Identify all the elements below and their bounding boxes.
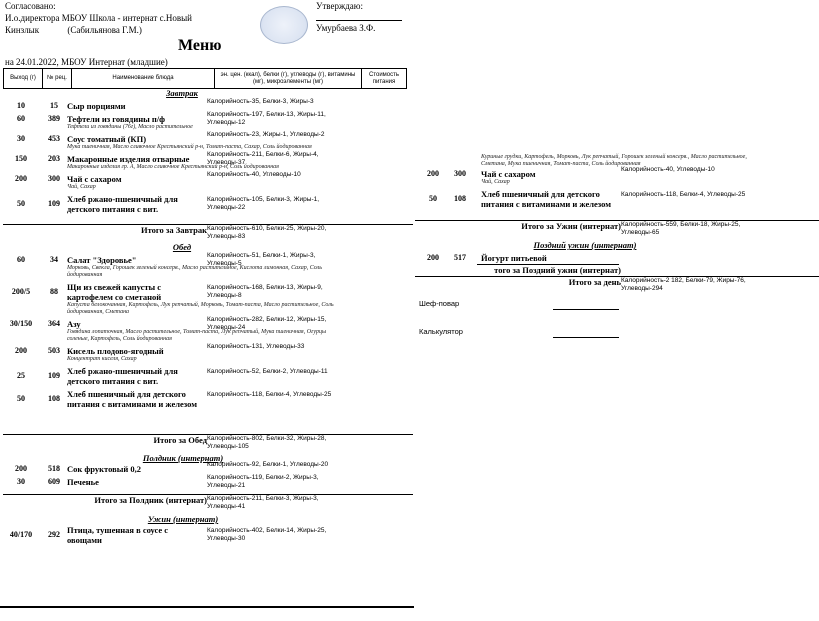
approver-place: Кинзлык: [5, 25, 40, 35]
dish-output: 60: [17, 255, 25, 264]
total-label: Итого за Завтрак: [140, 225, 207, 235]
dish-nutrition: Калорийность-51, Белки-1, Жиры-3, Углеводы-5: [207, 252, 316, 267]
recipe-number: 300: [48, 174, 60, 183]
recipe-number: 364: [48, 319, 60, 328]
dish-nutrition: Калорийность-168, Белки-13, Жиры-9, Углеводы-8: [207, 284, 323, 299]
dish-name: Тефтели из говядины п/ф: [67, 114, 166, 124]
approver-name: (Сабильянова Г.М.): [67, 25, 142, 35]
total-nutrition: Калорийность-610, Белки-25, Жиры-20, Углеводы-83: [207, 225, 327, 240]
approval-label: Согласовано:: [5, 1, 56, 11]
recipe-number: 108: [48, 394, 60, 403]
dish-composition: Чай, Сахар: [67, 184, 96, 190]
dish-output: 10: [17, 101, 25, 110]
section-dinner: Ужин (интернат): [147, 514, 219, 524]
dish-composition: Тефтели из говядины (76г), Масло растительное: [67, 124, 193, 130]
dish-output: 200: [427, 253, 439, 262]
section-lunch: Обед: [172, 242, 192, 252]
total-label: Итого за Обед: [153, 435, 207, 445]
right-column: [415, 0, 819, 621]
recipe-number: 453: [48, 134, 60, 143]
dish-name: Хлеб ржано-пшеничный для детского питания с вит.: [67, 194, 178, 214]
recipe-number: 88: [50, 287, 58, 296]
dish-output: 200: [15, 174, 27, 183]
page-title: Меню: [178, 37, 222, 54]
dish-composition: Говядина лопаточная, Масло растительное, Томат-паста, Лук репчатый, Мука пшеничная, Огурцы соленые, Картофель, Соль йодированная: [67, 329, 327, 342]
confirm-label: Утверждаю:: [316, 1, 364, 11]
recipe-number: 517: [454, 253, 466, 262]
dish-name: Щи из свежей капусты с картофелем со сметаной: [67, 282, 162, 302]
recipe-number: 108: [454, 194, 466, 203]
chef-label: Шеф-повар: [419, 299, 460, 308]
dish-nutrition: Калорийность-197, Белки-13, Жиры-11, Углеводы-12: [207, 111, 326, 126]
dish-nutrition: Калорийность-23, Жиры-1, Углеводы-2: [207, 131, 325, 138]
dish-name: Чай с сахаром: [67, 174, 122, 184]
dish-nutrition: Калорийность-402, Белки-14, Жиры-25, Углеводы-30: [207, 527, 327, 542]
recipe-number: 34: [50, 255, 58, 264]
dish-output: 200: [15, 464, 27, 473]
section-late: Поздний ужин (интернат): [533, 240, 637, 250]
dish-name: Сыр порциями: [67, 101, 126, 111]
dish-output: 30: [17, 477, 25, 486]
dish-nutrition: Калорийность-52, Белки-2, Углеводы-11: [207, 368, 328, 375]
calculator-label: Калькулятор: [419, 327, 463, 336]
section-snack: Полдник (интернат): [142, 453, 224, 463]
dish-composition: Морковь, Свекла, Горошек зеленый консерв., Масло растительное, Кислота лимонная, Сахар, Соль йодированная: [67, 265, 322, 278]
dish-output: 40/170: [9, 530, 33, 539]
recipe-number: 609: [48, 477, 60, 486]
bottom-rule: [0, 606, 414, 608]
recipe-number: 300: [454, 169, 466, 178]
dish-nutrition: Калорийность-119, Белки-2, Жиры-3, Углеводы-21: [207, 474, 319, 489]
dish-output: 50: [17, 199, 25, 208]
dish-nutrition: Калорийность-105, Белки-3, Жиры-1, Углеводы-22: [207, 196, 320, 211]
dish-composition: Мука пшеничная, Масло сливочное Крестьянский р-н, Томат-паста, Сахар, Соль йодированная: [67, 144, 312, 150]
confirmer-name: Умурбаева З.Ф.: [316, 23, 376, 33]
recipe-number: 389: [48, 114, 60, 123]
calculator-signature-line: [553, 337, 619, 338]
recipe-number: 109: [48, 199, 60, 208]
section-breakfast: Завтрак: [166, 88, 198, 98]
dish-name: Йогурт питьевой: [481, 253, 547, 263]
recipe-number: 109: [48, 371, 60, 380]
date-line: на 24.01.2022, МБОУ Интернат (младшие): [5, 57, 168, 67]
dish-nutrition: Калорийность-131, Углеводы-33: [207, 343, 305, 350]
dish-composition: Концентрат киселя, Сахар: [67, 356, 137, 362]
col-name: Наименование блюда: [72, 69, 215, 89]
dish-name: Азу: [67, 319, 81, 329]
dish-name: Птица, тушенная в соусе с овощами: [67, 525, 169, 545]
total-nutrition: Калорийность-2 182, Белки-79, Жиры-76, Углеводы-294: [621, 277, 746, 292]
dish-output: 60: [17, 114, 25, 123]
dish-composition: Макаронные изделия гр. А, Масло сливочное Крестьянский р-н, Соль йодированная: [67, 164, 279, 170]
dish-name: Салат "Здоровье": [67, 255, 137, 265]
dish-name: Соус томатный (КП): [67, 134, 147, 144]
dish-output: 150: [15, 154, 27, 163]
recipe-number: 203: [48, 154, 60, 163]
total-nutrition: Калорийность-211, Белки-3, Жиры-3, Углеводы-41: [207, 495, 319, 510]
approver-position: И.о.директора МБОУ Школа - интернат с.Новый: [5, 13, 192, 23]
dish-name: Печенье: [67, 477, 99, 487]
col-nutrition: эн. цен. (ккал), белки (г), углеводы (г), витамины (мг), микроэлементы (мг): [215, 69, 362, 89]
dinner-composition: Куриные грудки, Картофель, Морковь, Лук репчатый, Горошек зеленый консерв., Масло растительное, Сметана, Мука пшеничная, Томат-паста, Соль йодированная: [481, 154, 747, 167]
dish-output: 25: [17, 371, 25, 380]
col-recipe: № рец.: [43, 69, 72, 89]
left-column: [3, 0, 413, 621]
col-price: Стоимость питания: [362, 69, 407, 89]
total-label: Итого за день: [568, 277, 621, 287]
recipe-number: 518: [48, 464, 60, 473]
dish-name: Хлеб ржано-пшеничный для детского питания с вит.: [67, 366, 178, 386]
dish-name: Чай с сахаром: [481, 169, 536, 179]
dish-nutrition: Калорийность-211, Белки-6, Жиры-4, Углеводы-37: [207, 151, 319, 166]
dish-name: Кисель плодово-ягодный: [67, 346, 164, 356]
dish-nutrition: Калорийность-40, Углеводы-10: [621, 166, 715, 173]
dish-output: 30: [17, 134, 25, 143]
dish-nutrition: Калорийность-92, Белки-1, Углеводы-20: [207, 461, 329, 468]
dish-name: Макаронные изделия отварные: [67, 154, 190, 164]
total-label: Итого за Полдник (интернат): [94, 495, 207, 505]
dish-output: 200: [427, 169, 439, 178]
dish-output: 50: [17, 394, 25, 403]
dish-name: Хлеб пшеничный для детского питания с витаминами и железом: [481, 189, 612, 209]
recipe-number: 503: [48, 346, 60, 355]
total-label: того за Поздний ужин (интернат): [494, 265, 621, 275]
total-label: Итого за Ужин (интернат): [521, 221, 621, 231]
dish-name: Хлеб пшеничный для детского питания с витаминами и железом: [67, 389, 198, 409]
dish-composition: Капуста белокочанная, Картофель, Лук репчатый, Морковь, Томат-паста, Масло растительное, Соль йодированная, Сметана: [67, 302, 334, 315]
total-nutrition: Калорийность-802, Белки-32, Жиры-28, Углеводы-105: [207, 435, 327, 450]
dish-nutrition: Калорийность-282, Белки-12, Жиры-15, Углеводы-24: [207, 316, 327, 331]
dish-output: 200: [15, 346, 27, 355]
dish-output: 200/5: [11, 287, 31, 296]
dish-name: Сок фруктовый 0,2: [67, 464, 142, 474]
dish-composition: Чай, Сахар: [481, 179, 510, 185]
chef-signature-line: [553, 309, 619, 310]
dish-output: 30/150: [9, 319, 33, 328]
col-out: Выход (г): [4, 69, 43, 89]
dish-nutrition: Калорийность-40, Углеводы-10: [207, 171, 301, 178]
dish-nutrition: Калорийность-35, Белки-3, Жиры-3: [207, 98, 314, 105]
recipe-number: 292: [48, 530, 60, 539]
recipe-number: 15: [50, 101, 58, 110]
dish-nutrition: Калорийность-118, Белки-4, Углеводы-25: [207, 391, 332, 398]
total-nutrition: Калорийность-559, Белки-18, Жиры-25, Углеводы-65: [621, 221, 741, 236]
dish-nutrition: Калорийность-118, Белки-4, Углеводы-25: [621, 191, 746, 198]
dish-output: 50: [429, 194, 437, 203]
